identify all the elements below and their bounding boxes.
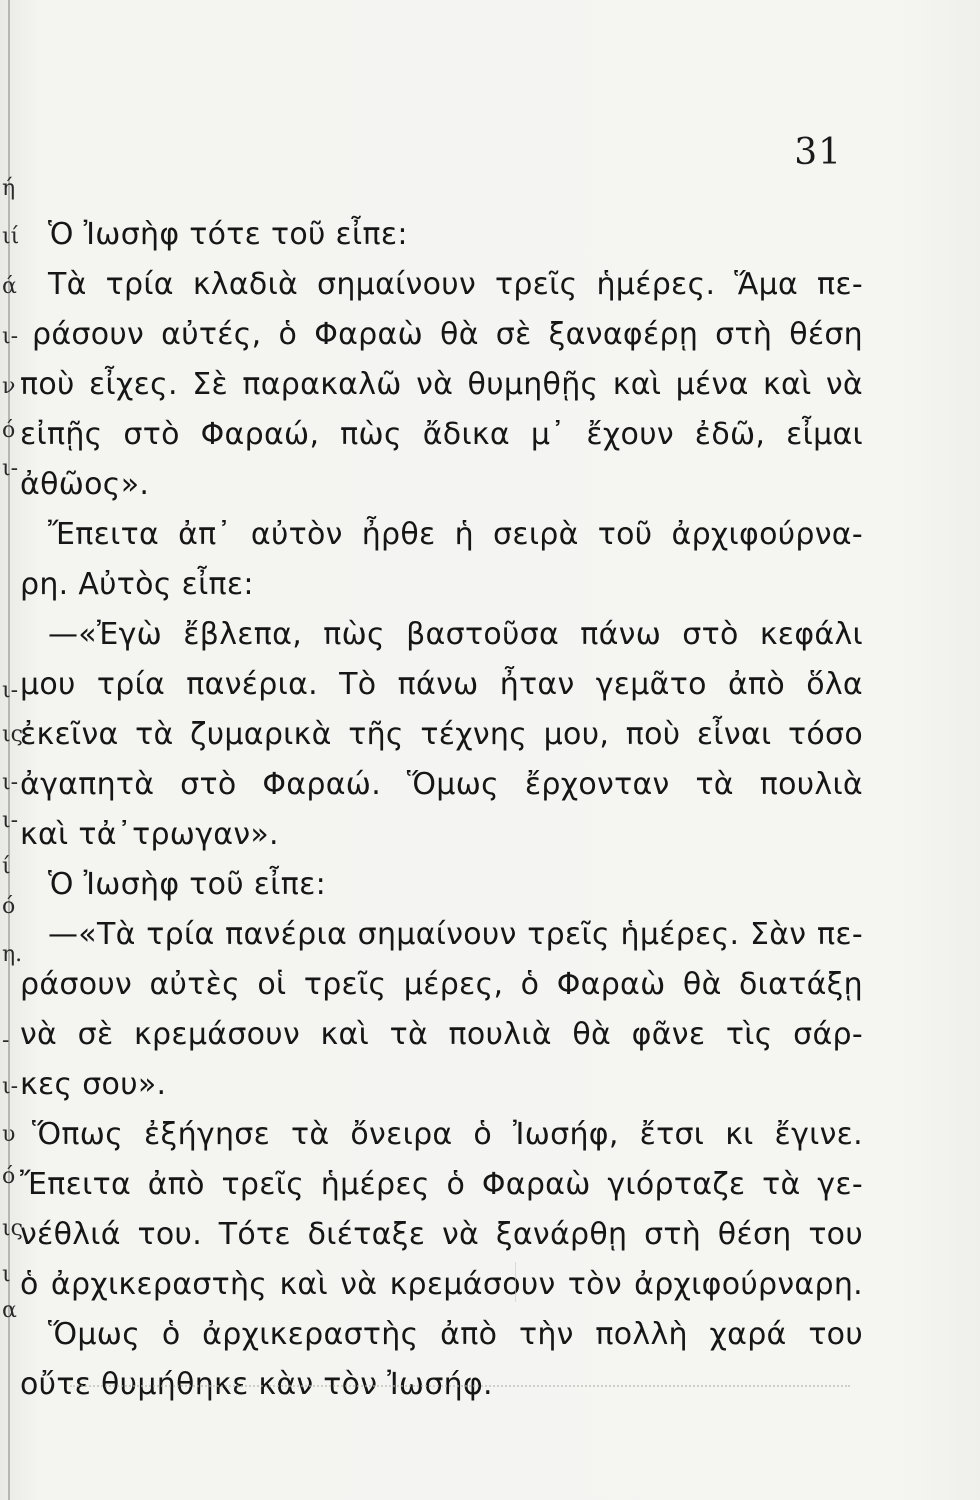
text-line: ράσουν αὐτὲς οἱ τρεῖς μέρες, ὁ Φαραὼ θὰ διατάξῃ bbox=[20, 967, 863, 1002]
margin-fragment: ι bbox=[2, 1262, 11, 1287]
margin-fragment: ι- bbox=[2, 770, 19, 795]
margin-fragment: ι- bbox=[2, 324, 19, 349]
text-line: Ὅπως ἐξήγησε τὰ ὄνειρα ὁ Ἰωσήφ, ἔτσι κι ἔγινε. bbox=[32, 1117, 863, 1152]
margin-fragment: ις bbox=[2, 1216, 23, 1241]
margin-fragment: ιί bbox=[2, 224, 20, 249]
text-line: Ὁ Ἰωσὴφ τότε τοῦ εἶπε: bbox=[48, 217, 408, 252]
text-line: κες σου». bbox=[20, 1067, 167, 1102]
text-line: ράσουν αὐτές, ὁ Φαραὼ θὰ σὲ ξαναφέρῃ στὴ θέση bbox=[32, 317, 863, 352]
scan-dotted-mark bbox=[70, 1385, 850, 1391]
margin-fragment: υ bbox=[2, 1122, 16, 1147]
margin-fragment: α bbox=[2, 1298, 17, 1323]
margin-fragment: η. bbox=[2, 942, 23, 967]
text-line: Τὰ τρία κλαδιὰ σημαίνουν τρεῖς ἡμέρες. Ἅμα πε- bbox=[48, 267, 863, 302]
text-line: νὰ σὲ κρεμάσουν καὶ τὰ πουλιὰ θὰ φᾶνε τὶς σάρ- bbox=[20, 1017, 863, 1052]
text-line: ὁ ἀρχικεραστὴς καὶ νὰ κρεμάσουν τὸν ἀρχιφούρναρη. bbox=[20, 1267, 863, 1302]
margin-fragment: ι- bbox=[2, 678, 19, 703]
margin-fragment: ό bbox=[2, 418, 16, 443]
margin-fragment: ό bbox=[2, 1164, 16, 1189]
text-line: Ἔπειτα ἀπὸ τρεῖς ἡμέρες ὁ Φαραὼ γιόρταζε τὰ γε- bbox=[20, 1167, 863, 1202]
margin-fragment: ά bbox=[2, 274, 17, 299]
margin-fragment: - bbox=[2, 1028, 10, 1053]
text-line: ἀθῶος». bbox=[20, 467, 150, 502]
text-line: Ἔπειτα ἀπ᾽ αὐτὸν ἦρθε ἡ σειρὰ τοῦ ἀρχιφούρνα- bbox=[48, 517, 863, 552]
text-line: εἰπῇς στὸ Φαραώ, πὼς ἄδικα μ᾽ ἔχουν ἐδῶ, εἶμαι bbox=[20, 417, 863, 452]
text-line: μου τρία πανέρια. Τὸ πάνω ἦταν γεμᾶτο ἀπὸ ὅλα bbox=[20, 667, 863, 702]
text-line: —«Ἐγὼ ἔβλεπα, πὼς βαστοῦσα πάνω στὸ κεφάλι bbox=[48, 617, 863, 652]
text-line: οὔτε θυμήθηκε κὰν τὸν Ἰωσήφ. bbox=[20, 1367, 493, 1402]
margin-fragment: ν bbox=[2, 374, 16, 399]
scan-mark bbox=[515, 1262, 530, 1302]
text-line: Ὁ Ἰωσὴφ τοῦ εἶπε: bbox=[48, 867, 327, 902]
text-line: καὶ τἀ᾽τρωγαν». bbox=[20, 817, 279, 852]
margin-fragment: ι- bbox=[2, 456, 19, 481]
text-line: νέθλιά του. Τότε διέταξε νὰ ξανάρθῃ στὴ θέση του bbox=[20, 1217, 863, 1252]
margin-fragment: ι- bbox=[2, 808, 19, 833]
text-line: ποὺ εἶχες. Σὲ παρακαλῶ νὰ θυμηθῇς καὶ μένα καὶ νὰ bbox=[20, 367, 863, 402]
text-line: ἐκεῖνα τὰ ζυμαρικὰ τῆς τέχνης μου, ποὺ εἶναι τόσο bbox=[20, 717, 863, 752]
margin-fragment: ι- bbox=[2, 1074, 19, 1099]
body-text bbox=[18, 210, 863, 1410]
margin-fragment: ή bbox=[2, 176, 16, 201]
margin-fragment: ί bbox=[2, 854, 11, 879]
margin-fragment: ό bbox=[2, 894, 16, 919]
margin-fragment: ις bbox=[2, 722, 23, 747]
text-line: Ὅμως ὁ ἀρχικεραστὴς ἀπὸ τὴν πολλὴ χαρά του bbox=[48, 1317, 863, 1352]
page-number: 31 bbox=[794, 132, 842, 173]
text-line: ἀγαπητὰ στὸ Φαραώ. Ὅμως ἔρχονταν τὰ πουλιὰ bbox=[20, 767, 863, 802]
text-line: —«Τὰ τρία πανέρια σημαίνουν τρεῖς ἡμέρες. Σὰν πε- bbox=[48, 917, 863, 952]
text-line: ρη. Αὐτὸς εἶπε: bbox=[20, 567, 254, 602]
